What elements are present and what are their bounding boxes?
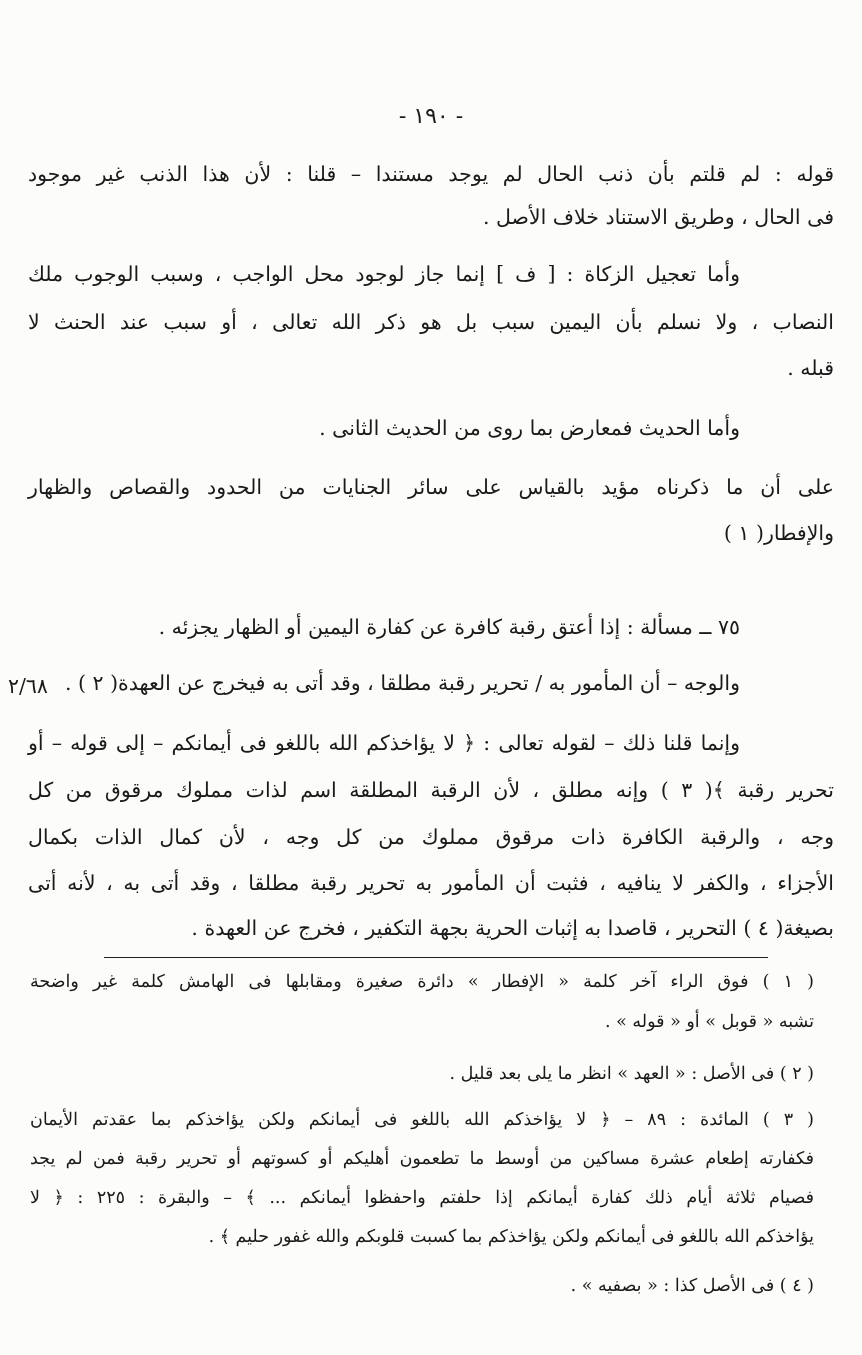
- body-line: [28, 673, 834, 694]
- footnote-separator: [104, 957, 768, 958]
- body-line: على أن ما ذكرناه مؤيد بالقياس على سائر الجنايات من الحدود والقصاص والظهار: [28, 475, 834, 499]
- body-line: [28, 733, 834, 754]
- footnote-line: فكفارته إطعام عشرة مساكين من أوسط ما تطعمون أهليكم أو كسوتهم أو تحرير رقبة فمن لم يجد: [30, 1149, 814, 1169]
- body-line: [28, 418, 834, 439]
- body-line: والإفطار( ١ ): [723, 521, 834, 545]
- footnote-line: ( ١ ) فوق الراء آخر كلمة « الإفطار » دائرة صغيرة ومقابلها فى الهامش كلمة غير واضحة: [30, 972, 814, 992]
- body-line: بصيغة( ٤ ) التحرير ، قاصدا به إثبات الحرية بجهة التكفير ، فخرج عن العهدة .: [191, 916, 834, 940]
- body-line-text: ٧٥ ــ مسألة : إذا أعتق رقبة كافرة عن كفارة اليمين أو الظهار يجزئه .: [158, 615, 740, 639]
- page-number: - ١٩٠ -: [398, 104, 464, 129]
- footnote-line: ( ٣ ) المائدة : ٨٩ – ﴿ لا يؤاخذكم الله باللغو فى أيمانكم ولكن يؤاخذكم بما عقدتم الأيمان: [30, 1110, 815, 1130]
- body-line: [28, 264, 834, 285]
- body-line: فى الحال ، وطريق الاستناد خلاف الأصل .: [482, 205, 834, 229]
- body-line: قوله : لم قلتم بأن ذنب الحال لم يوجد مستندا – قلنا : لأن هذا الذنب غير موجود: [28, 162, 834, 186]
- body-line: [28, 617, 834, 638]
- footnote-line: ( ٤ ) فى الأصل كذا : « بصفيه » .: [570, 1276, 814, 1296]
- body-line: وجه ، والرقبة الكافرة ذات مرقوق مملوك من كل وجه ، لأن كمال الذات بكمال: [28, 825, 834, 849]
- body-line: النصاب ، ولا نسلم بأن اليمين سبب بل هو ذكر الله تعالى ، أو سبب عند الحنث لا: [28, 310, 834, 334]
- body-line-text: وإنما قلنا ذلك – لقوله تعالى : ﴿ لا يؤاخذكم الله باللغو فى أيمانكم – إلى قوله – أو: [28, 731, 740, 755]
- body-line: تحرير رقبة ﴾( ٣ ) وإنه مطلق ، لأن الرقبة المطلقة اسم لذات مملوك مرقوق من كل: [28, 778, 834, 802]
- footnote-line: يؤاخذكم الله باللغو فى أيمانكم ولكن يؤاخذكم بما كسبت قلوبكم والله غفور حليم ﴾ .: [208, 1227, 814, 1247]
- margin-reference: ٢/٦٨: [8, 674, 48, 698]
- footnote-line: فصيام ثلاثة أيام ذلك كفارة أيمانكم إذا حلفتم واحفظوا أيمانكم ... ﴾ – والبقرة : ٢٢٥ : ﴿ لا: [30, 1188, 814, 1208]
- body-line: الأجزاء ، والكفر لا ينافيه ، فثبت أن المأمور به تحرير رقبة مطلقا ، وقد أتى به ، لأنه أتى: [28, 871, 834, 895]
- footnote-line: ( ٢ ) فى الأصل : « العهد » انظر ما يلى بعد قليل .: [449, 1064, 814, 1084]
- body-line-text: والوجه – أن المأمور به / تحرير رقبة مطلقا ، وقد أتى به فيخرج عن العهدة( ٢ ) .: [64, 671, 740, 695]
- body-line-text: وأما الحديث فمعارض بما روى من الحديث الثانى .: [319, 416, 740, 440]
- body-line: قبله .: [787, 356, 834, 380]
- body-line-text: وأما تعجيل الزكاة : [ ف ] إنما جاز لوجود محل الواجب ، وسبب الوجوب ملك: [28, 262, 740, 286]
- footnote-line: تشبه « قوبل » أو « قوله » .: [604, 1012, 814, 1032]
